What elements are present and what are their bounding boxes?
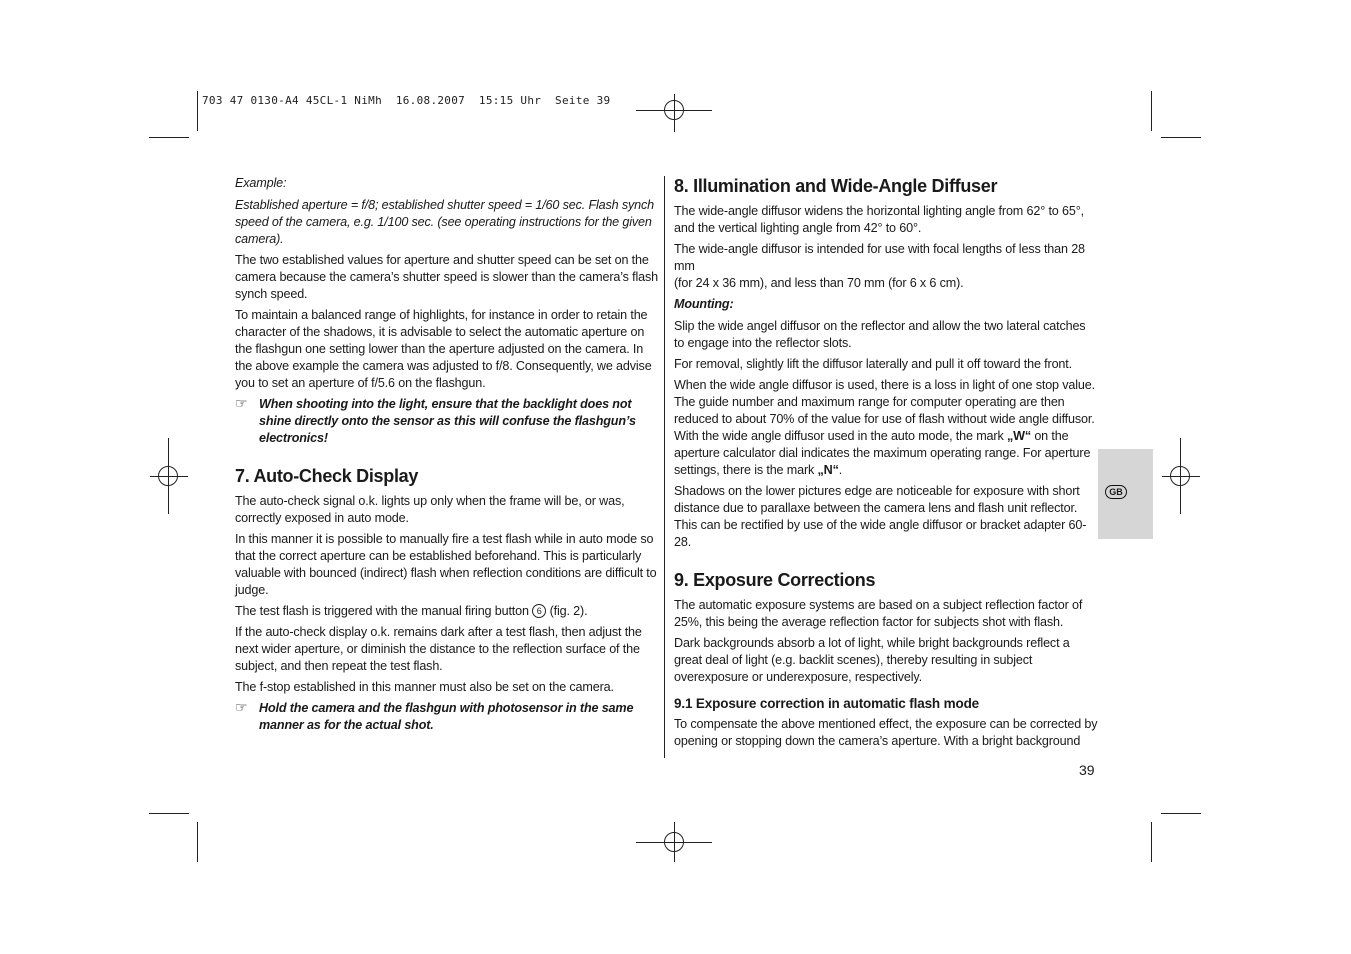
paragraph: Dark backgrounds absorb a lot of light, while bright backgrounds reflect a great deal of light (e.g. backlit scenes), thereby resulting in subject overexposure or underexposure, respectively. [674,636,1070,684]
example-label: Example: [235,176,287,190]
crop-mark [1151,91,1152,131]
note [235,396,659,447]
paragraph-text: The test flash is triggered with the manual firing button [235,604,529,618]
page-number: 39 [1079,762,1095,778]
paragraph-text: The wide-angle diffusor is intended for use with focal lengths of less than 28 mm [674,242,1085,273]
paragraph-text: on the aperture calculator dial indicates the maximum operating range. For aperture settings, there is the mark [674,429,1091,477]
paragraph: The wide-angle diffusor widens the horizontal lighting angle from 62° to 65°, and the vertical lighting angle from 42° to 60°. [674,204,1084,235]
paragraph: The automatic exposure systems are based on a subject reflection factor of 25%, this being the average reflection factor for subjects shot with flash. [674,598,1083,629]
crop-mark [197,91,198,131]
paragraph: If the auto-check display o.k. remains dark after a test flash, then adjust the next wider aperture, or diminish the distance to the reflection surface of the subject, and then repeat the test flash. [235,625,642,673]
left-column [235,175,659,738]
paragraph-text: (fig. 2). [549,604,588,618]
note [235,700,659,734]
section-9-1-heading: 9.1 Exposure correction in automatic flash mode [674,696,980,711]
paragraph: For removal, slightly lift the diffusor laterally and pull it off toward the front. [674,357,1072,371]
paragraph-text: . [838,463,843,477]
section-8-heading: 8. Illumination and Wide-Angle Diffuser [674,176,998,196]
crop-mark [197,822,198,862]
pointing-hand-icon: ☞ [235,395,248,411]
paragraph: Slip the wide angel diffusor on the reflector and allow the two lateral catches to engage into the reflector slots. [674,319,1086,350]
crop-mark [149,813,189,814]
paragraph: Shadows on the lower pictures edge are noticeable for exposure with short distance due to parallaxe between the camera lens and flash unit reflector. This can be rectified by use of the wide angle diffusor or bracket adapter 60-28. [674,484,1087,549]
paragraph: The two established values for aperture and shutter speed can be set on the camera because the camera’s shutter speed is slower than the camera’s flash synch speed. [235,253,658,301]
section-7-heading: 7. Auto-Check Display [235,466,419,486]
column-divider [664,176,665,758]
paragraph [674,377,1098,479]
paragraph-text: When the wide angle diffusor is used, there is a loss in light of one stop value. The guide number and maximum range for computer operating are then reduced to about 70% of the value for use of flash without wide angle diffusor. With the wide angle diffusor used in the auto mode, the mark [674,378,1095,443]
mark-n: „N“ [817,463,839,477]
note-text: Hold the camera and the flashgun with photosensor in the same manner as for the actual shot. [259,701,634,732]
paragraph: The f-stop established in this manner must also be set on the camera. [235,680,614,694]
print-header-line: 703 47 0130-A4 45CL-1 NiMh 16.08.2007 15:15 Uhr Seite 39 [202,94,611,107]
mounting-label: Mounting: [674,297,734,311]
language-badge: GB [1105,485,1127,499]
crop-mark [1161,813,1201,814]
crop-mark [1151,822,1152,862]
paragraph [235,603,659,620]
example-text: Established aperture = f/8; established shutter speed = 1/60 sec. Flash synch speed of the camera, e.g. 1/100 sec. (see operating instructions for the given camera). [235,198,654,246]
crop-mark [1161,137,1201,138]
paragraph: The auto-check signal o.k. lights up only when the frame will be, or was, correctly exposed in auto mode. [235,494,625,525]
paragraph: To compensate the above mentioned effect, the exposure can be corrected by opening or stopping down the camera’s aperture. With a bright background [674,717,1098,748]
crop-mark [149,137,189,138]
pointing-hand-icon: ☞ [235,699,248,715]
right-column [674,175,1098,754]
paragraph: (for 24 x 36 mm), and less than 70 mm (for 6 x 6 cm). [674,276,964,290]
paragraph: In this manner it is possible to manually fire a test flash while in auto mode so that the correct aperture can be established beforehand. This is particularly valuable with bounced (indirect) flash when reflection conditions are difficult to judge. [235,532,657,597]
mark-w: „W“ [1006,429,1031,443]
button-number-badge: 6 [532,604,546,618]
note-text: When shooting into the light, ensure that the backlight does not shine directly onto the sensor as this will confuse the flashgun’s electronics! [259,397,636,445]
paragraph: To maintain a balanced range of highlights, for instance in order to retain the character of the shadows, it is advisable to select the automatic aperture on the flashgun one setting lower than the aperture adjusted on the camera. In the above example the camera was adjusted to f/8. Consequently, we advise you to set an aperture of f/5.6 on the flashgun. [235,308,652,390]
paragraph [674,241,1098,275]
section-9-heading: 9. Exposure Corrections [674,570,876,590]
